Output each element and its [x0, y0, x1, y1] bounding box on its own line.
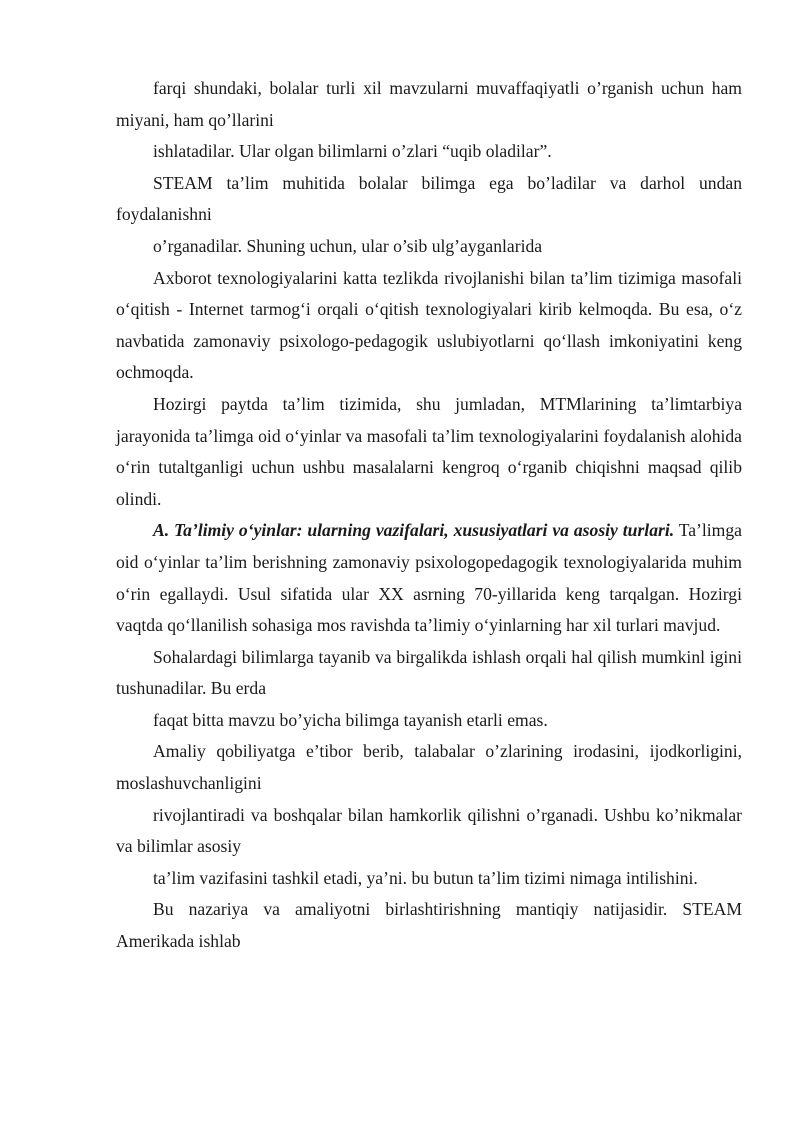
section-heading: A. Ta’limiy o‘yinlar: ularning vazifalari, xususiyatlari va asosiy turlari.: [153, 520, 675, 541]
paragraph-4: o’rganadilar. Shuning uchun, ular o’sib ulg’ayganlarida: [153, 235, 543, 256]
paragraph-9: faqat bitta mavzu bo’yicha bilimga tayanish etarli emas.: [153, 709, 548, 730]
paragraph-1: farqi shundaki, bolalar turli xil mavzularni muvaffaqiyatli o’rganish uchun ham miyani, ham qo’llarini: [116, 78, 742, 130]
paragraph-10: Amaliy qobiliyatga e’tibor berib, talabalar o’zlarining irodasini, ijodkorligini, moslashuvchanligini: [116, 741, 742, 794]
paragraph-7: [116, 515, 742, 641]
section-heading-body: Ta’limga oid o‘yinlar ta’lim berishning zamonaviy psixologopedagogik texnologiyalarida muhim o‘rin egallaydi. Usul sifatida ular XX asrning 70-yillarida keng tarqalgan. Hozirgi vaqtda qo‘llanilish sohasiga mos ravishda ta’limiy o‘yinlarning har xil turlari mavjud.: [116, 520, 742, 636]
paragraph-3: STEAM ta’lim muhitida bolalar bilimga ega bo’ladilar va darhol undan foydalanishni: [116, 172, 742, 225]
paragraph-6: Hozirgi paytda ta’lim tizimida, shu jumladan, MTMlarining ta’limtarbiya jarayonida ta’limga oid o‘yinlar va masofali ta’lim texnologiyalarini foydalanish alohida o‘rin tutaltganligi uchun ushbu masalalarni kengroq o‘rganib chiqishni maqsad qilib olindi.: [116, 393, 742, 509]
paragraph-8: Sohalardagi bilimlarga tayanib va birgalikda ishlash orqali hal qilish mumkinl igini tushunadilar. Bu erda: [116, 646, 742, 699]
paragraph-12: ta’lim vazifasini tashkil etadi, ya’ni. bu butun ta’lim tizimi nimaga intilishini.: [153, 867, 698, 888]
paragraph-11: rivojlantiradi va boshqalar bilan hamkorlik qilishni o’rganadi. Ushbu ko’nikmalar va bilimlar asosiy: [116, 804, 742, 857]
paragraph-2: ishlatadilar. Ular olgan bilimlarni o’zlari “uqib oladilar”.: [153, 141, 552, 162]
paragraph-5: Axborot texnologiyalarini katta tezlikda rivojlanishi bilan ta’lim tizimiga masofali o‘qitish - Internet tarmog‘i orqali o‘qitish texnologiyalari kirib kelmoqda. Bu esa, o‘z navbatida zamonaviy psixologo-pedagogik uslubiyotlarni qo‘llash imkoniyatini keng ochmoqda.: [116, 267, 742, 383]
body-text: [116, 73, 742, 958]
paragraph-13: Bu nazariya va amaliyotni birlashtirishning mantiqiy natijasidir. STEAM Amerikada ishlab: [116, 899, 742, 952]
